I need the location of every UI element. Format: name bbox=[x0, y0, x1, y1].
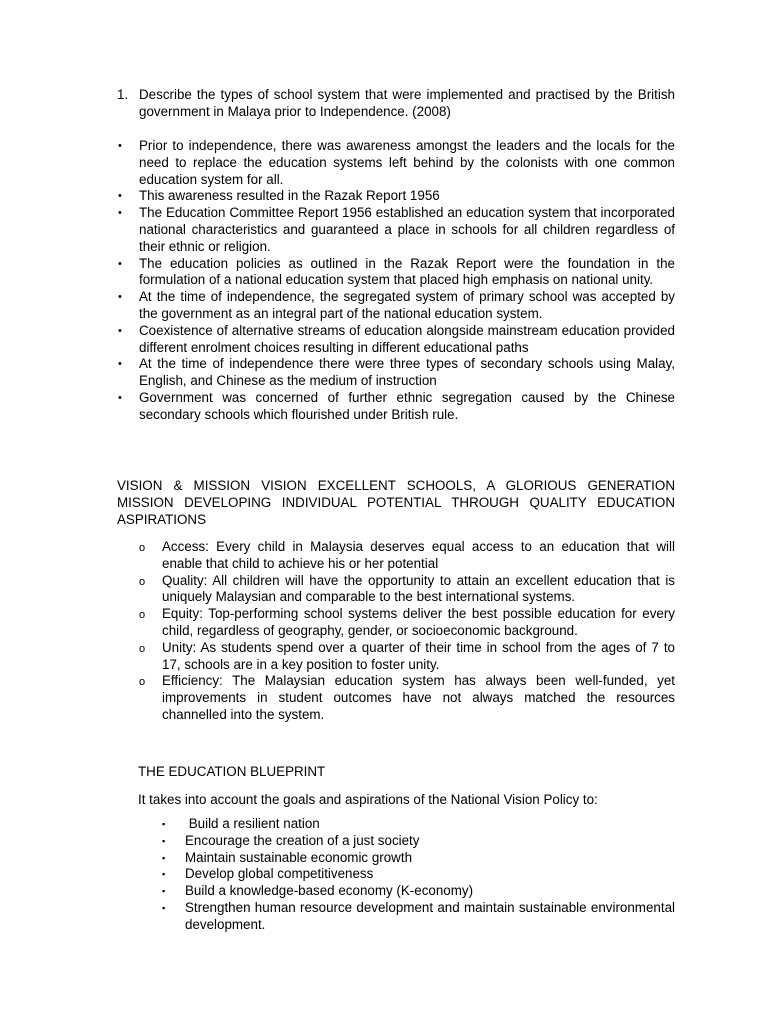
list-item: • This awareness resulted in the Razak Report 1956 bbox=[118, 188, 440, 204]
aspirations-list bbox=[138, 539, 675, 724]
circle-marker: o bbox=[139, 542, 146, 554]
circle-marker: o bbox=[139, 676, 146, 689]
list-item: o Unity: As students spend over a quarter of their time in school from the ages of 7 to 17, schools are in a key position to foster unity. bbox=[139, 639, 675, 672]
blueprint-title: THE EDUCATION BLUEPRINT bbox=[138, 764, 326, 779]
bullet-marker: • bbox=[118, 391, 122, 404]
bullet-marker: • bbox=[118, 207, 122, 220]
bullet-marker: • bbox=[118, 324, 122, 337]
list-item: • Coexistence of alternative streams of education alongside mainstream education provided different enrolment choices resulting in different educational paths bbox=[118, 322, 675, 355]
bullet-marker: • bbox=[118, 257, 122, 270]
circle-marker: o bbox=[139, 609, 146, 622]
square-marker: ▪ bbox=[162, 886, 166, 897]
bullet-marker: • bbox=[118, 190, 122, 203]
question-text: Describe the types of school system that were implemented and practised by the British government in Malaya prior to Independence. (2008) bbox=[139, 87, 675, 119]
list-item: ▪ Maintain sustainable economic growth bbox=[162, 849, 413, 865]
circle-marker: o bbox=[139, 642, 146, 655]
list-item: • The education policies as outlined in the Razak Report were the foundation in the formulation of a national education system that placed high emphasis on national unity. bbox=[118, 255, 675, 288]
bullet-marker: • bbox=[118, 358, 122, 371]
list-item: • Prior to independence, there was awareness amongst the leaders and the locals for the need to replace the education systems left behind by the colonists with one common education system for all. bbox=[118, 138, 675, 187]
list-item: • Government was concerned of further ethnic segregation caused by the Chinese secondary schools which flourished under British rule. bbox=[118, 389, 675, 422]
list-item: • At the time of independence there were three types of secondary schools using Malay, English, and Chinese as the medium of instruction bbox=[118, 356, 675, 389]
list-item: • At the time of independence, the segregated system of primary school was accepted by the government as an integral part of the national education system. bbox=[118, 289, 675, 321]
question-number: 1. bbox=[117, 87, 129, 102]
list-item: o Efficiency: The Malaysian education system has always been well-funded, yet improvements in student outcomes have not always matched the resources channelled into the system. bbox=[139, 673, 675, 722]
square-marker: ▪ bbox=[162, 902, 166, 913]
vision-mission-heading: VISION & MISSION VISION EXCELLENT SCHOOLS, A GLORIOUS GENERATION MISSION DEVELOPING INDIVIDUAL POTENTIAL THROUGH QUALITY EDUCATION ASPIRATIONS bbox=[117, 478, 675, 527]
square-marker: ▪ bbox=[162, 819, 166, 829]
blueprint-goals-list bbox=[160, 816, 675, 934]
list-item: o Quality: All children will have the opportunity to attain an excellent education that is uniquely Malaysian and comparable to the best international systems. bbox=[139, 572, 675, 605]
square-marker: ▪ bbox=[162, 835, 166, 846]
list-item: ▪ Strengthen human resource development and maintain sustainable environmental development. bbox=[162, 899, 675, 932]
list-item: o Equity: Top-performing school systems deliver the best possible education for every child, regardless of geography, gender, or socioeconomic background. bbox=[139, 606, 675, 638]
answer-list bbox=[116, 138, 675, 424]
bullet-marker: • bbox=[118, 140, 122, 152]
question-1 bbox=[117, 87, 675, 121]
blueprint-intro: It takes into account the goals and aspirations of the National Vision Policy to: bbox=[138, 792, 598, 807]
list-item: ▪ Build a resilient nation bbox=[162, 816, 320, 831]
list-item: ▪ Encourage the creation of a just society bbox=[162, 832, 420, 848]
bullet-marker: • bbox=[118, 291, 122, 304]
square-marker: ▪ bbox=[162, 852, 166, 863]
square-marker: ▪ bbox=[162, 869, 166, 880]
list-item: ▪ Build a knowledge-based economy (K-economy) bbox=[162, 883, 474, 899]
list-item: ▪ Develop global competitiveness bbox=[162, 866, 374, 882]
list-item: • The Education Committee Report 1956 established an education system that incorporated national characteristics and guaranteed a place in schools for all children regardless of their ethnic or religion. bbox=[118, 205, 675, 254]
circle-marker: o bbox=[139, 575, 146, 588]
list-item: o Access: Every child in Malaysia deserves equal access to an education that will enable that child to achieve his or her potential bbox=[139, 539, 675, 571]
